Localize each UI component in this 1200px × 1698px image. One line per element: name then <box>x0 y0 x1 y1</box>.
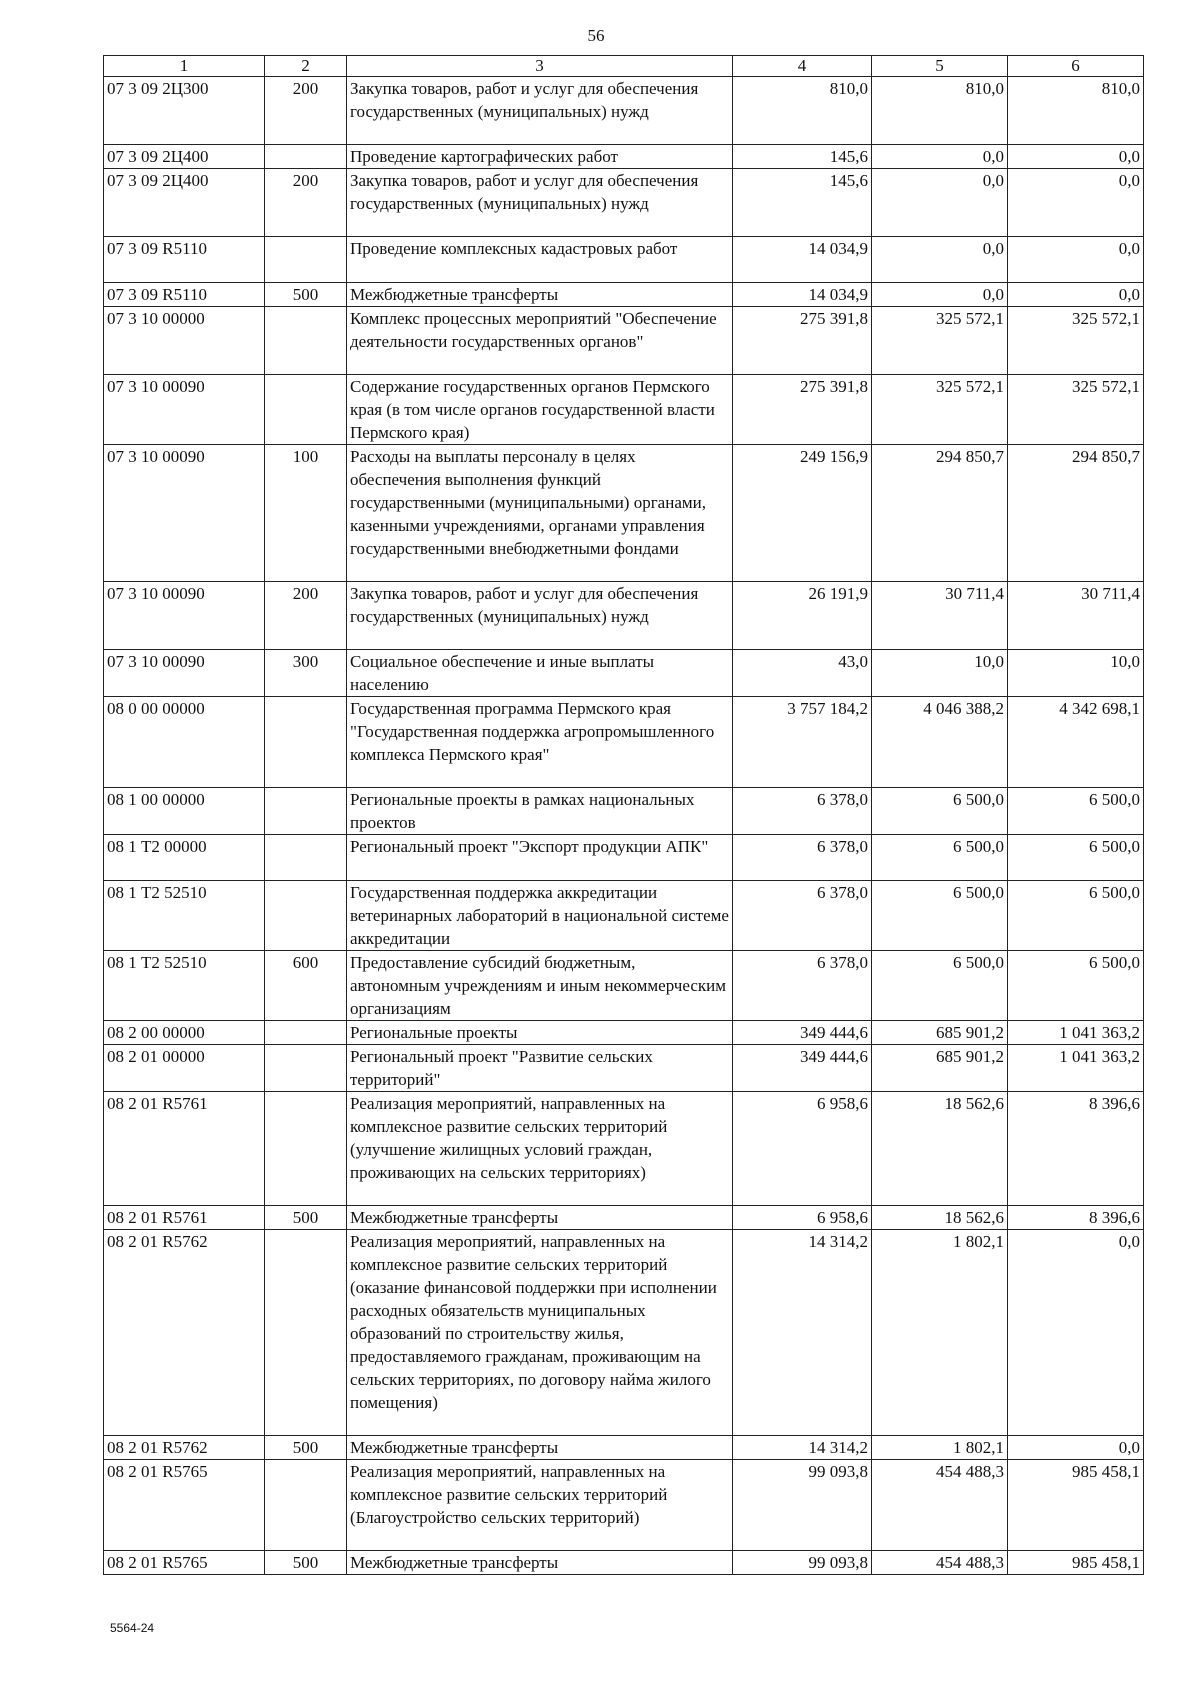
cell-code: 08 0 00 00000 <box>104 697 265 788</box>
cell-code: 08 2 00 00000 <box>104 1021 265 1045</box>
cell-value-col4: 6 378,0 <box>733 788 872 835</box>
cell-value-col6: 810,0 <box>1008 77 1144 145</box>
cell-expense-type: 300 <box>265 650 347 697</box>
cell-code: 08 1 00 00000 <box>104 788 265 835</box>
cell-value-col4: 145,6 <box>733 145 872 169</box>
cell-value-col5: 0,0 <box>872 283 1008 307</box>
cell-expense-type <box>265 697 347 788</box>
cell-value-col5: 454 488,3 <box>872 1460 1008 1551</box>
cell-code: 08 2 01 R5765 <box>104 1551 265 1575</box>
cell-name: Социальное обеспечение и иные выплаты населению <box>347 650 733 697</box>
table-row <box>104 1436 1144 1460</box>
cell-value-col4: 349 444,6 <box>733 1021 872 1045</box>
cell-name: Реализация мероприятий, направленных на комплексное развитие сельских территорий (улучшение жилищных условий граждан, проживающих на сельских территориях) <box>347 1092 733 1206</box>
cell-name: Содержание государственных органов Пермского края (в том числе органов государственной власти Пермского края) <box>347 375 733 445</box>
table-row <box>104 1230 1144 1436</box>
cell-value-col5: 6 500,0 <box>872 881 1008 951</box>
cell-value-col4: 43,0 <box>733 650 872 697</box>
cell-code: 07 3 10 00000 <box>104 307 265 375</box>
cell-value-col5: 294 850,7 <box>872 445 1008 582</box>
cell-value-col6: 6 500,0 <box>1008 788 1144 835</box>
cell-value-col5: 0,0 <box>872 237 1008 283</box>
cell-expense-type <box>265 307 347 375</box>
table-row <box>104 283 1144 307</box>
cell-value-col4: 145,6 <box>733 169 872 237</box>
cell-value-col6: 0,0 <box>1008 1436 1144 1460</box>
cell-name: Предоставление субсидий бюджетным, автономным учреждениям и иным некоммерческим организациям <box>347 951 733 1021</box>
cell-value-col5: 0,0 <box>872 145 1008 169</box>
cell-value-col5: 18 562,6 <box>872 1206 1008 1230</box>
cell-name: Региональный проект "Экспорт продукции АПК" <box>347 835 733 881</box>
table-row <box>104 1206 1144 1230</box>
table-row <box>104 582 1144 650</box>
cell-name: Региональные проекты в рамках национальных проектов <box>347 788 733 835</box>
cell-value-col5: 685 901,2 <box>872 1045 1008 1092</box>
cell-name: Региональный проект "Развитие сельских территорий" <box>347 1045 733 1092</box>
cell-value-col4: 6 378,0 <box>733 881 872 951</box>
cell-code: 07 3 10 00090 <box>104 445 265 582</box>
cell-code: 08 1 Т2 00000 <box>104 835 265 881</box>
cell-value-col6: 0,0 <box>1008 283 1144 307</box>
cell-name: Межбюджетные трансферты <box>347 1551 733 1575</box>
table-row <box>104 77 1144 145</box>
cell-value-col5: 18 562,6 <box>872 1092 1008 1206</box>
cell-value-col5: 6 500,0 <box>872 951 1008 1021</box>
cell-value-col6: 30 711,4 <box>1008 582 1144 650</box>
header-col-6: 6 <box>1008 56 1144 77</box>
cell-name: Закупка товаров, работ и услуг для обеспечения государственных (муниципальных) нужд <box>347 169 733 237</box>
cell-code: 08 1 Т2 52510 <box>104 951 265 1021</box>
table-row <box>104 835 1144 881</box>
cell-name: Комплекс процессных мероприятий "Обеспечение деятельности государственных органов" <box>347 307 733 375</box>
cell-expense-type <box>265 1230 347 1436</box>
table-row <box>104 237 1144 283</box>
table-body <box>104 77 1144 1575</box>
header-col-1: 1 <box>104 56 265 77</box>
cell-expense-type <box>265 237 347 283</box>
header-col-3: 3 <box>347 56 733 77</box>
cell-name: Межбюджетные трансферты <box>347 1206 733 1230</box>
cell-expense-type <box>265 1021 347 1045</box>
cell-value-col6: 294 850,7 <box>1008 445 1144 582</box>
cell-value-col5: 1 802,1 <box>872 1230 1008 1436</box>
cell-value-col4: 14 034,9 <box>733 237 872 283</box>
cell-name: Межбюджетные трансферты <box>347 283 733 307</box>
cell-code: 08 1 Т2 52510 <box>104 881 265 951</box>
cell-expense-type: 500 <box>265 1551 347 1575</box>
cell-code: 07 3 09 R5110 <box>104 283 265 307</box>
cell-value-col4: 349 444,6 <box>733 1045 872 1092</box>
cell-value-col4: 6 378,0 <box>733 951 872 1021</box>
cell-code: 07 3 09 2Ц300 <box>104 77 265 145</box>
cell-value-col6: 0,0 <box>1008 237 1144 283</box>
cell-value-col4: 810,0 <box>733 77 872 145</box>
cell-value-col6: 0,0 <box>1008 1230 1144 1436</box>
cell-code: 08 2 01 R5765 <box>104 1460 265 1551</box>
cell-value-col4: 6 958,6 <box>733 1092 872 1206</box>
cell-value-col4: 6 958,6 <box>733 1206 872 1230</box>
budget-table-container <box>103 55 1143 1575</box>
cell-name: Проведение комплексных кадастровых работ <box>347 237 733 283</box>
cell-value-col5: 30 711,4 <box>872 582 1008 650</box>
cell-value-col4: 6 378,0 <box>733 835 872 881</box>
cell-name: Расходы на выплаты персоналу в целях обеспечения выполнения функций государственными (муниципальными) органами, казенными учреждениями, органами управления государственными внебюджетными фондами <box>347 445 733 582</box>
cell-expense-type: 500 <box>265 1436 347 1460</box>
cell-expense-type: 200 <box>265 582 347 650</box>
cell-code: 08 2 01 R5761 <box>104 1092 265 1206</box>
cell-code: 08 2 01 00000 <box>104 1045 265 1092</box>
cell-name: Закупка товаров, работ и услуг для обеспечения государственных (муниципальных) нужд <box>347 582 733 650</box>
table-row <box>104 788 1144 835</box>
cell-expense-type: 600 <box>265 951 347 1021</box>
cell-expense-type: 100 <box>265 445 347 582</box>
cell-value-col5: 10,0 <box>872 650 1008 697</box>
cell-code: 07 3 09 2Ц400 <box>104 169 265 237</box>
cell-expense-type <box>265 1460 347 1551</box>
table-row <box>104 445 1144 582</box>
cell-name: Межбюджетные трансферты <box>347 1436 733 1460</box>
cell-value-col6: 6 500,0 <box>1008 881 1144 951</box>
cell-value-col4: 275 391,8 <box>733 375 872 445</box>
cell-expense-type: 200 <box>265 169 347 237</box>
cell-code: 08 2 01 R5762 <box>104 1436 265 1460</box>
cell-name: Проведение картографических работ <box>347 145 733 169</box>
cell-expense-type <box>265 375 347 445</box>
header-col-4: 4 <box>733 56 872 77</box>
cell-expense-type <box>265 835 347 881</box>
cell-value-col6: 6 500,0 <box>1008 951 1144 1021</box>
cell-value-col4: 99 093,8 <box>733 1551 872 1575</box>
cell-value-col5: 810,0 <box>872 77 1008 145</box>
cell-value-col5: 0,0 <box>872 169 1008 237</box>
cell-expense-type: 200 <box>265 77 347 145</box>
table-row <box>104 1021 1144 1045</box>
table-row <box>104 169 1144 237</box>
cell-value-col6: 1 041 363,2 <box>1008 1021 1144 1045</box>
table-row <box>104 375 1144 445</box>
cell-code: 07 3 10 00090 <box>104 375 265 445</box>
cell-expense-type <box>265 145 347 169</box>
table-row <box>104 1045 1144 1092</box>
table-row <box>104 1092 1144 1206</box>
cell-value-col6: 985 458,1 <box>1008 1551 1144 1575</box>
document-code: 5564-24 <box>110 1621 155 1635</box>
cell-name: Государственная поддержка аккредитации ветеринарных лабораторий в национальной системе аккредитации <box>347 881 733 951</box>
cell-code: 07 3 09 R5110 <box>104 237 265 283</box>
cell-value-col5: 6 500,0 <box>872 835 1008 881</box>
cell-value-col4: 26 191,9 <box>733 582 872 650</box>
cell-name: Региональные проекты <box>347 1021 733 1045</box>
cell-value-col5: 6 500,0 <box>872 788 1008 835</box>
cell-value-col6: 325 572,1 <box>1008 307 1144 375</box>
cell-expense-type <box>265 1092 347 1206</box>
cell-value-col6: 6 500,0 <box>1008 835 1144 881</box>
cell-value-col4: 14 034,9 <box>733 283 872 307</box>
table-row <box>104 881 1144 951</box>
cell-value-col4: 249 156,9 <box>733 445 872 582</box>
cell-expense-type <box>265 1045 347 1092</box>
cell-value-col5: 454 488,3 <box>872 1551 1008 1575</box>
table-row <box>104 650 1144 697</box>
cell-code: 08 2 01 R5762 <box>104 1230 265 1436</box>
cell-expense-type <box>265 881 347 951</box>
cell-value-col4: 14 314,2 <box>733 1230 872 1436</box>
cell-expense-type <box>265 788 347 835</box>
table-row <box>104 1460 1144 1551</box>
cell-value-col6: 0,0 <box>1008 169 1144 237</box>
cell-value-col6: 8 396,6 <box>1008 1206 1144 1230</box>
cell-value-col4: 275 391,8 <box>733 307 872 375</box>
header-col-2: 2 <box>265 56 347 77</box>
cell-name: Закупка товаров, работ и услуг для обеспечения государственных (муниципальных) нужд <box>347 77 733 145</box>
cell-value-col6: 10,0 <box>1008 650 1144 697</box>
page-number: 56 <box>587 26 605 45</box>
cell-value-col6: 985 458,1 <box>1008 1460 1144 1551</box>
table-row <box>104 697 1144 788</box>
cell-expense-type: 500 <box>265 1206 347 1230</box>
cell-code: 07 3 10 00090 <box>104 650 265 697</box>
cell-value-col5: 1 802,1 <box>872 1436 1008 1460</box>
cell-value-col5: 685 901,2 <box>872 1021 1008 1045</box>
cell-value-col5: 325 572,1 <box>872 307 1008 375</box>
cell-value-col4: 3 757 184,2 <box>733 697 872 788</box>
cell-expense-type: 500 <box>265 283 347 307</box>
cell-value-col6: 8 396,6 <box>1008 1092 1144 1206</box>
cell-value-col4: 14 314,2 <box>733 1436 872 1460</box>
cell-value-col6: 0,0 <box>1008 145 1144 169</box>
table-row <box>104 951 1144 1021</box>
cell-name: Реализация мероприятий, направленных на комплексное развитие сельских территорий (оказание финансовой поддержки при исполнении расходных обязательств муниципальных образований по строительству жилья, предоставляемого гражданам, проживающим на сельских территориях, по договору найма жилого помещения) <box>347 1230 733 1436</box>
table-header <box>104 56 1144 77</box>
table-row <box>104 145 1144 169</box>
cell-value-col6: 1 041 363,2 <box>1008 1045 1144 1092</box>
cell-name: Государственная программа Пермского края "Государственная поддержка агропромышленного комплекса Пермского края" <box>347 697 733 788</box>
cell-value-col6: 4 342 698,1 <box>1008 697 1144 788</box>
cell-value-col4: 99 093,8 <box>733 1460 872 1551</box>
budget-table <box>103 55 1144 1575</box>
cell-code: 07 3 09 2Ц400 <box>104 145 265 169</box>
cell-code: 08 2 01 R5761 <box>104 1206 265 1230</box>
table-row <box>104 307 1144 375</box>
cell-value-col5: 4 046 388,2 <box>872 697 1008 788</box>
cell-name: Реализация мероприятий, направленных на комплексное развитие сельских территорий (Благоустройство сельских территорий) <box>347 1460 733 1551</box>
header-col-5: 5 <box>872 56 1008 77</box>
cell-value-col5: 325 572,1 <box>872 375 1008 445</box>
table-row <box>104 1551 1144 1575</box>
header-row <box>104 56 1144 77</box>
cell-code: 07 3 10 00090 <box>104 582 265 650</box>
cell-value-col6: 325 572,1 <box>1008 375 1144 445</box>
